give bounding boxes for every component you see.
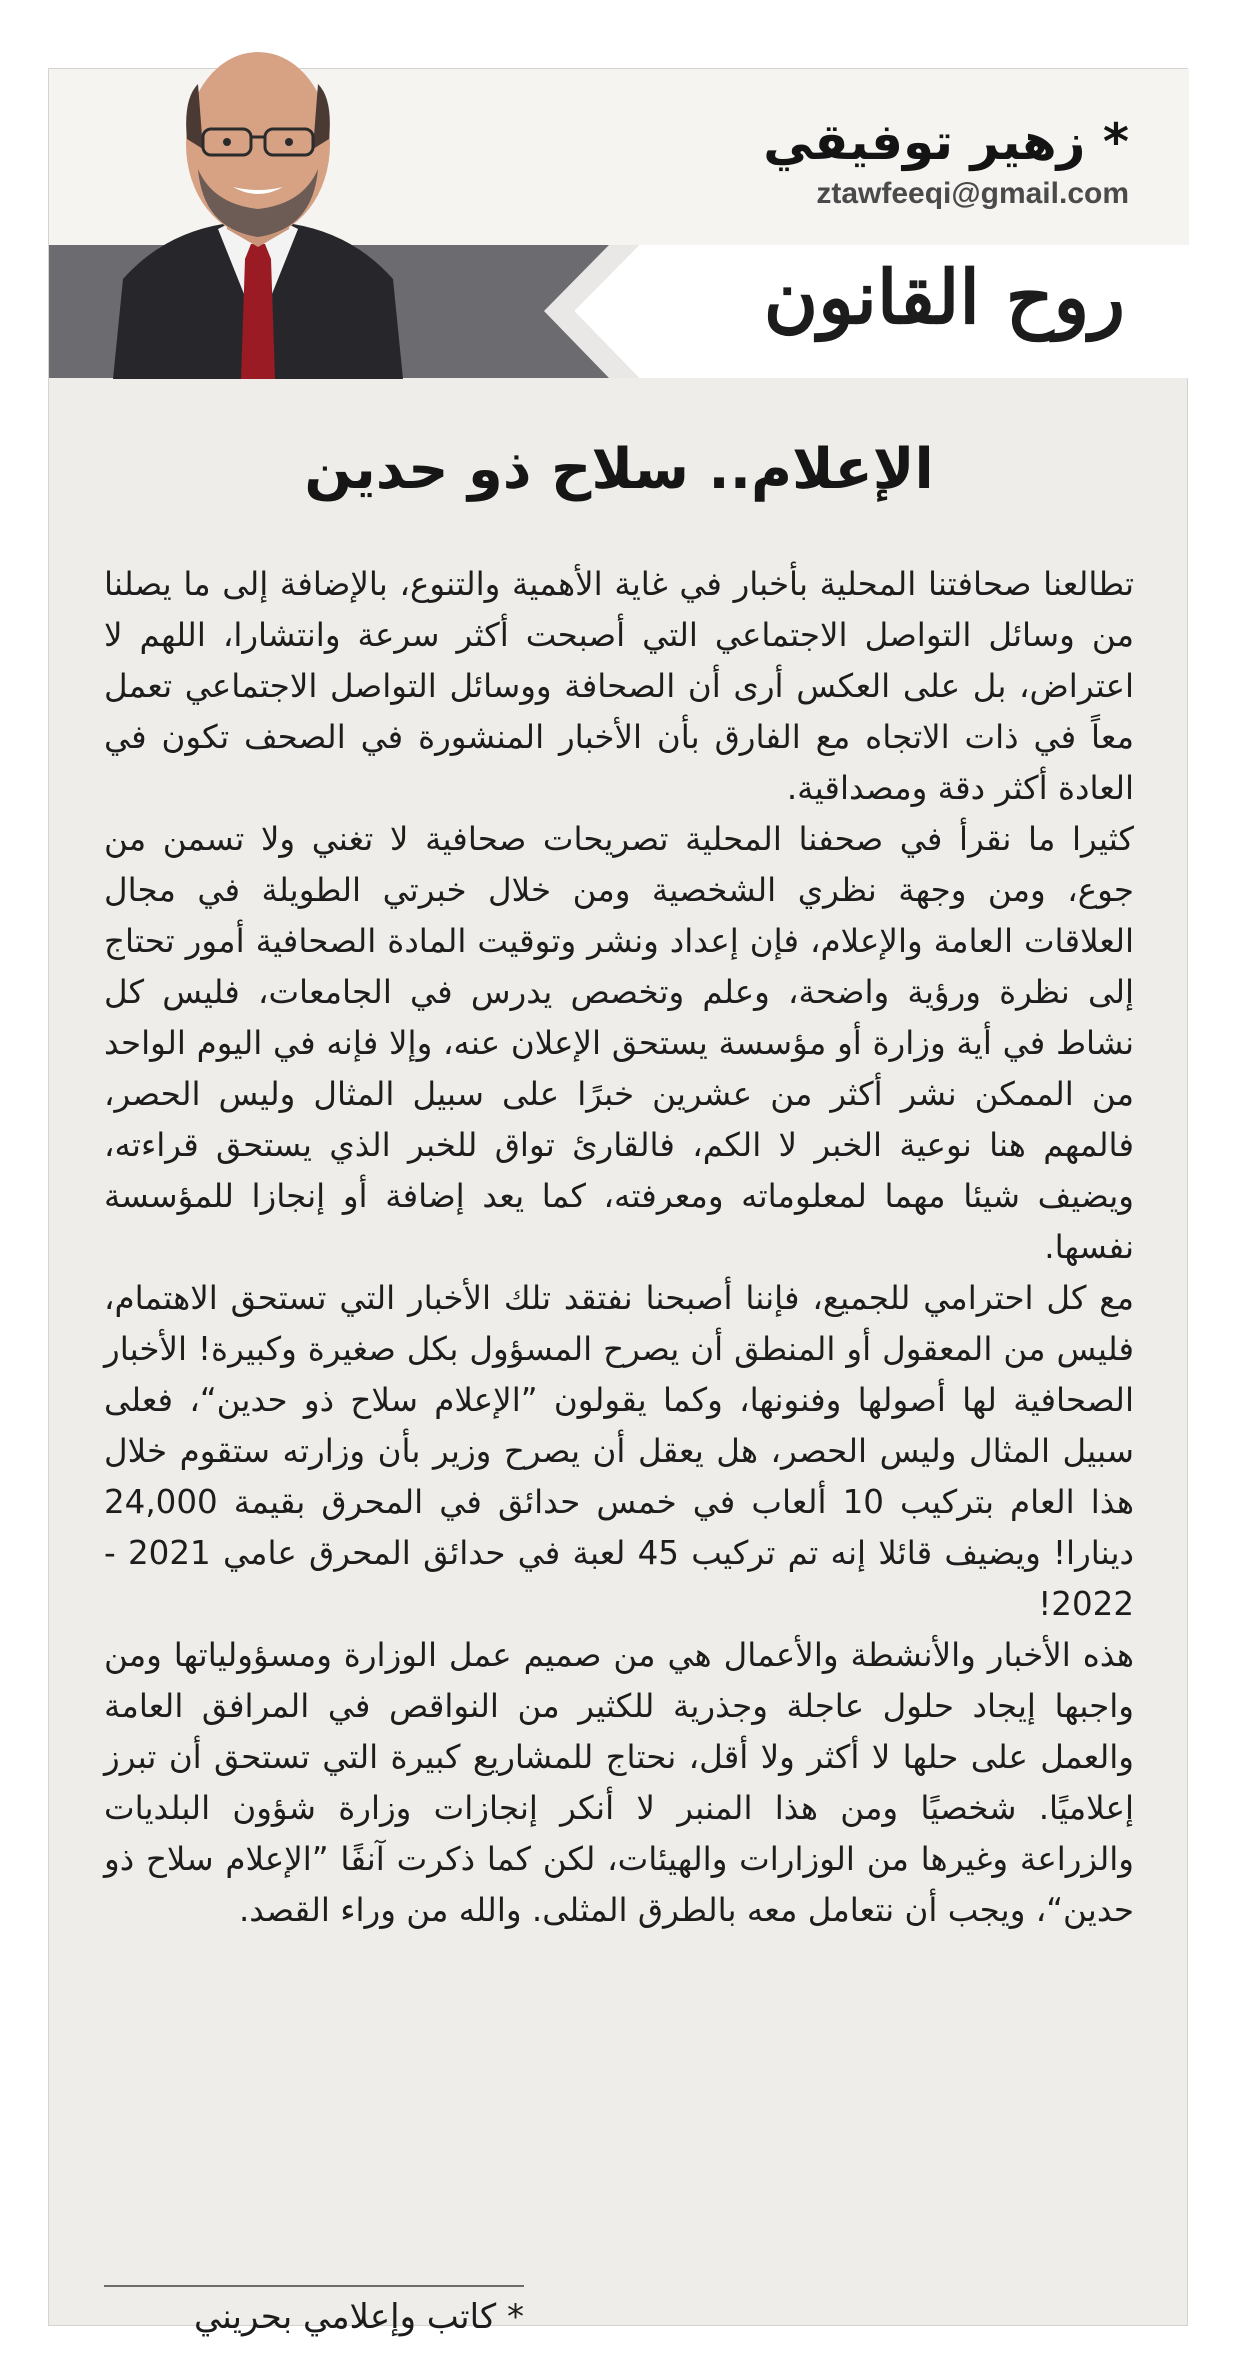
- author-name: * زهير توفيقي: [763, 113, 1129, 171]
- paragraph: كثيرا ما نقرأ في صحفنا المحلية تصريحات صحافية لا تغني ولا تسمن من جوع، ومن وجهة نظري الشخصية ومن خلال خبرتي الطويلة في مجال العلاقات العامة والإعلام، فإن إعداد ونشر وتوقيت المادة الصحافية أمور تحتاج إلى نظرة ورؤية واضحة، وعلم وتخصص يدرس في الجامعات، فليس كل نشاط في أية وزارة أو مؤسسة يستحق الإعلان عنه، وإلا فإنه في اليوم الواحد من الممكن نشر أكثر من عشرين خبرًا على سبيل المثال وليس الحصر، فالمهم هنا نوعية الخبر لا الكم، فالقارئ تواق للخبر الذي يستحق قراءته، ويضيف شيئا مهما لمعلوماته ومعرفته، كما يعد إضافة أو إنجازا للمؤسسة نفسها.: [104, 820, 1134, 1266]
- paragraph: تطالعنا صحافتنا المحلية بأخبار في غاية الأهمية والتنوع، بالإضافة إلى ما يصلنا من وسائل التواصل الاجتماعي التي أصبحت أكثر سرعة وانتشارا، اللهم لا اعتراض، بل على العكس أرى أن الصحافة ووسائل التواصل الاجتماعي تعمل معاً في ذات الاتجاه مع الفارق بأن الأخبار المنشورة في الصحف تكون في العادة أكثر دقة ومصداقية.: [104, 565, 1134, 807]
- author-email[interactable]: ztawfeeqi@gmail.com: [816, 177, 1129, 210]
- paragraph: مع كل احترامي للجميع، فإننا أصبحنا نفتقد تلك الأخبار التي تستحق الاهتمام، فليس من المعقول أو المنطق أن يصرح المسؤول بكل صغيرة وكبيرة! الأخبار الصحافية لها أصولها وفنونها، وكما يقولون ”الإعلام سلاح ذو حدين“، فعلى سبيل المثال وليس الحصر، هل يعقل أن يصرح وزير بأن وزارته ستقوم خلال هذا العام بتركيب 10 ألعاب في خمس حدائق في المحرق بقيمة 24,000 دينارا! ويضيف قائلا إنه تم تركيب 45 لعبة في حدائق المحرق عامي 2021 - 2022!: [104, 1279, 1135, 1623]
- article-body: [104, 559, 1134, 1936]
- footnote-divider: [104, 2285, 524, 2287]
- paragraph: هذه الأخبار والأنشطة والأعمال هي من صميم عمل الوزارة ومسؤولياتها ومن واجبها إيجاد حلول عاجلة وجذرية للكثير من النواقص في المرافق العامة والعمل على حلها لا أكثر ولا أقل، نحتاج للمشاريع كبيرة التي تستحق أن تبرز إعلاميًا. شخصيًا ومن هذا المنبر لا أنكر إنجازات وزارة شؤون البلديات والزراعة وغيرها من الوزارات والهيئات، لكن كما ذكرت آنفًا ”الإعلام سلاح ذو حدين“، ويجب أن نتعامل معه بالطرق المثلى. والله من وراء القصد.: [104, 1636, 1134, 1929]
- column-header: [49, 69, 1189, 378]
- article-page: [48, 68, 1188, 2337]
- author-footnote: * كاتب وإعلامي بحريني: [193, 2297, 524, 2337]
- article-headline: الإعلام.. سلاح ذو حدين: [304, 437, 934, 502]
- column-title: روح القانون: [763, 255, 1125, 341]
- author-photo: [103, 29, 413, 379]
